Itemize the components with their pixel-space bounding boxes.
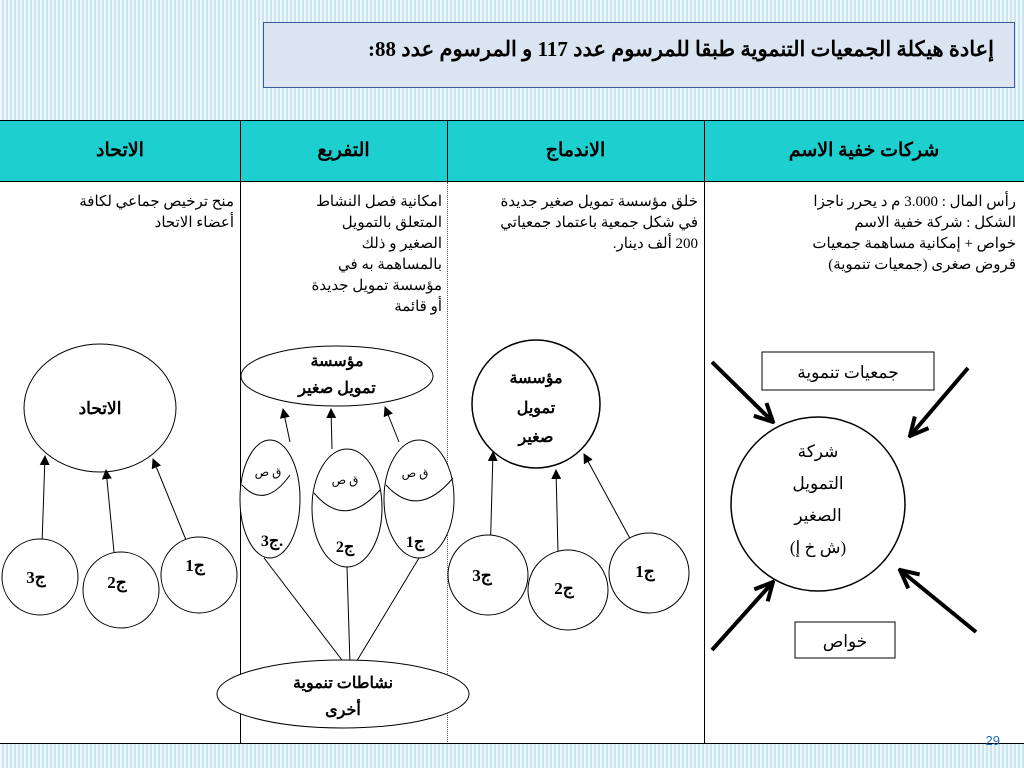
arrow-icon bbox=[584, 454, 633, 544]
header-union: الاتحاد bbox=[96, 140, 144, 161]
text-line: أو قائمة bbox=[394, 299, 442, 315]
split-oval-top-label: ق ص bbox=[401, 466, 429, 480]
arrow-icon bbox=[900, 570, 976, 632]
sa-circle-line: شركة bbox=[797, 442, 839, 461]
split-oval-top-label: ق ص bbox=[331, 473, 359, 487]
text-line: الشكل : شركة خفية الاسم bbox=[854, 215, 1016, 231]
text-line: امكانية فصل النشاط bbox=[316, 194, 442, 210]
split-top-line: مؤسسة bbox=[310, 353, 364, 370]
merge-diagram bbox=[448, 340, 689, 630]
split-bottom-line: نشاطات تنموية bbox=[292, 675, 394, 692]
merge-assoc-label: ج1 bbox=[635, 562, 655, 581]
connector-line bbox=[264, 558, 345, 664]
text-line: منح ترخيص جماعي لكافة bbox=[79, 194, 234, 210]
text-line: 200 ألف دينار. bbox=[612, 236, 698, 252]
union-diagram bbox=[2, 344, 237, 628]
text-line: خواص + إمكانية مساهمة جمعيات bbox=[812, 236, 1016, 252]
connector-line bbox=[355, 558, 419, 664]
split-oval-bottom-label: ج3. bbox=[260, 533, 284, 550]
merge-assoc-label: ج3 bbox=[472, 566, 492, 585]
split-bottom-line: أخرى bbox=[325, 702, 361, 719]
text-line: المتعلق بالتمويل bbox=[341, 215, 442, 231]
merge-circle-line: تمويل bbox=[516, 400, 556, 417]
header-merge: الاندماج bbox=[545, 140, 606, 161]
merge-assoc-label: ج2 bbox=[554, 579, 574, 598]
split-diagram bbox=[217, 346, 469, 728]
text-line: رأس المال : 3.000 م د يحرر ناجزا bbox=[813, 194, 1016, 210]
sa-diagram bbox=[712, 352, 976, 658]
split-oval-bottom-label: ج2 bbox=[335, 539, 355, 556]
union-assoc-label: ج2 bbox=[107, 573, 127, 592]
text-line: خلق مؤسسة تمويل صغير جديدة bbox=[500, 194, 698, 210]
union-circle-label: الاتحاد bbox=[78, 399, 122, 418]
arrow-icon bbox=[106, 470, 114, 552]
page-number: 29 bbox=[985, 733, 1000, 748]
arrow-icon bbox=[331, 409, 332, 449]
arrow-icon bbox=[385, 407, 399, 442]
split-oval-top-label: ق ص bbox=[254, 465, 282, 479]
split-oval-bottom-label: ج1 bbox=[405, 534, 425, 551]
header-sa: شركات خفية الاسم bbox=[788, 140, 940, 161]
split-top-line: تمويل صغير bbox=[298, 380, 376, 397]
arrow-icon bbox=[712, 582, 773, 650]
merge-circle-line: مؤسسة bbox=[509, 370, 563, 387]
connector-line bbox=[347, 567, 350, 664]
arrow-icon bbox=[42, 456, 45, 545]
sa-private-label: خواص bbox=[822, 632, 868, 651]
text-line: الصغير و ذلك bbox=[361, 236, 442, 252]
text-line: أعضاء الاتحاد bbox=[154, 215, 234, 231]
text-line: في شكل جمعية باعتماد جمعياتي bbox=[500, 215, 698, 231]
union-assoc-circle bbox=[161, 537, 237, 613]
merge-circle-line: صغير bbox=[518, 429, 554, 446]
arrow-icon bbox=[556, 470, 558, 552]
text-line: بالمساهمة به في bbox=[338, 257, 442, 273]
sa-associations-label: جمعيات تنموية bbox=[797, 363, 899, 382]
text-line: قروض صغرى (جمعيات تنموية) bbox=[828, 257, 1016, 273]
sa-circle-line: الصغير bbox=[794, 506, 842, 525]
header-split: التفريع bbox=[317, 140, 370, 161]
text-line: مؤسسة تمويل جديدة bbox=[311, 278, 442, 294]
sa-circle-line: (ش خ إ) bbox=[789, 538, 847, 557]
arrow-icon bbox=[283, 409, 290, 442]
sa-circle-line: التمويل bbox=[792, 474, 844, 493]
arrow-icon bbox=[153, 459, 186, 540]
union-assoc-label: ج3 bbox=[26, 568, 46, 587]
slide-title-text: إعادة هيكلة الجمعيات التنموية طبقا للمرسوم عدد 117 و المرسوم عدد 88: bbox=[368, 37, 994, 61]
union-assoc-label: ج1 bbox=[185, 556, 205, 575]
